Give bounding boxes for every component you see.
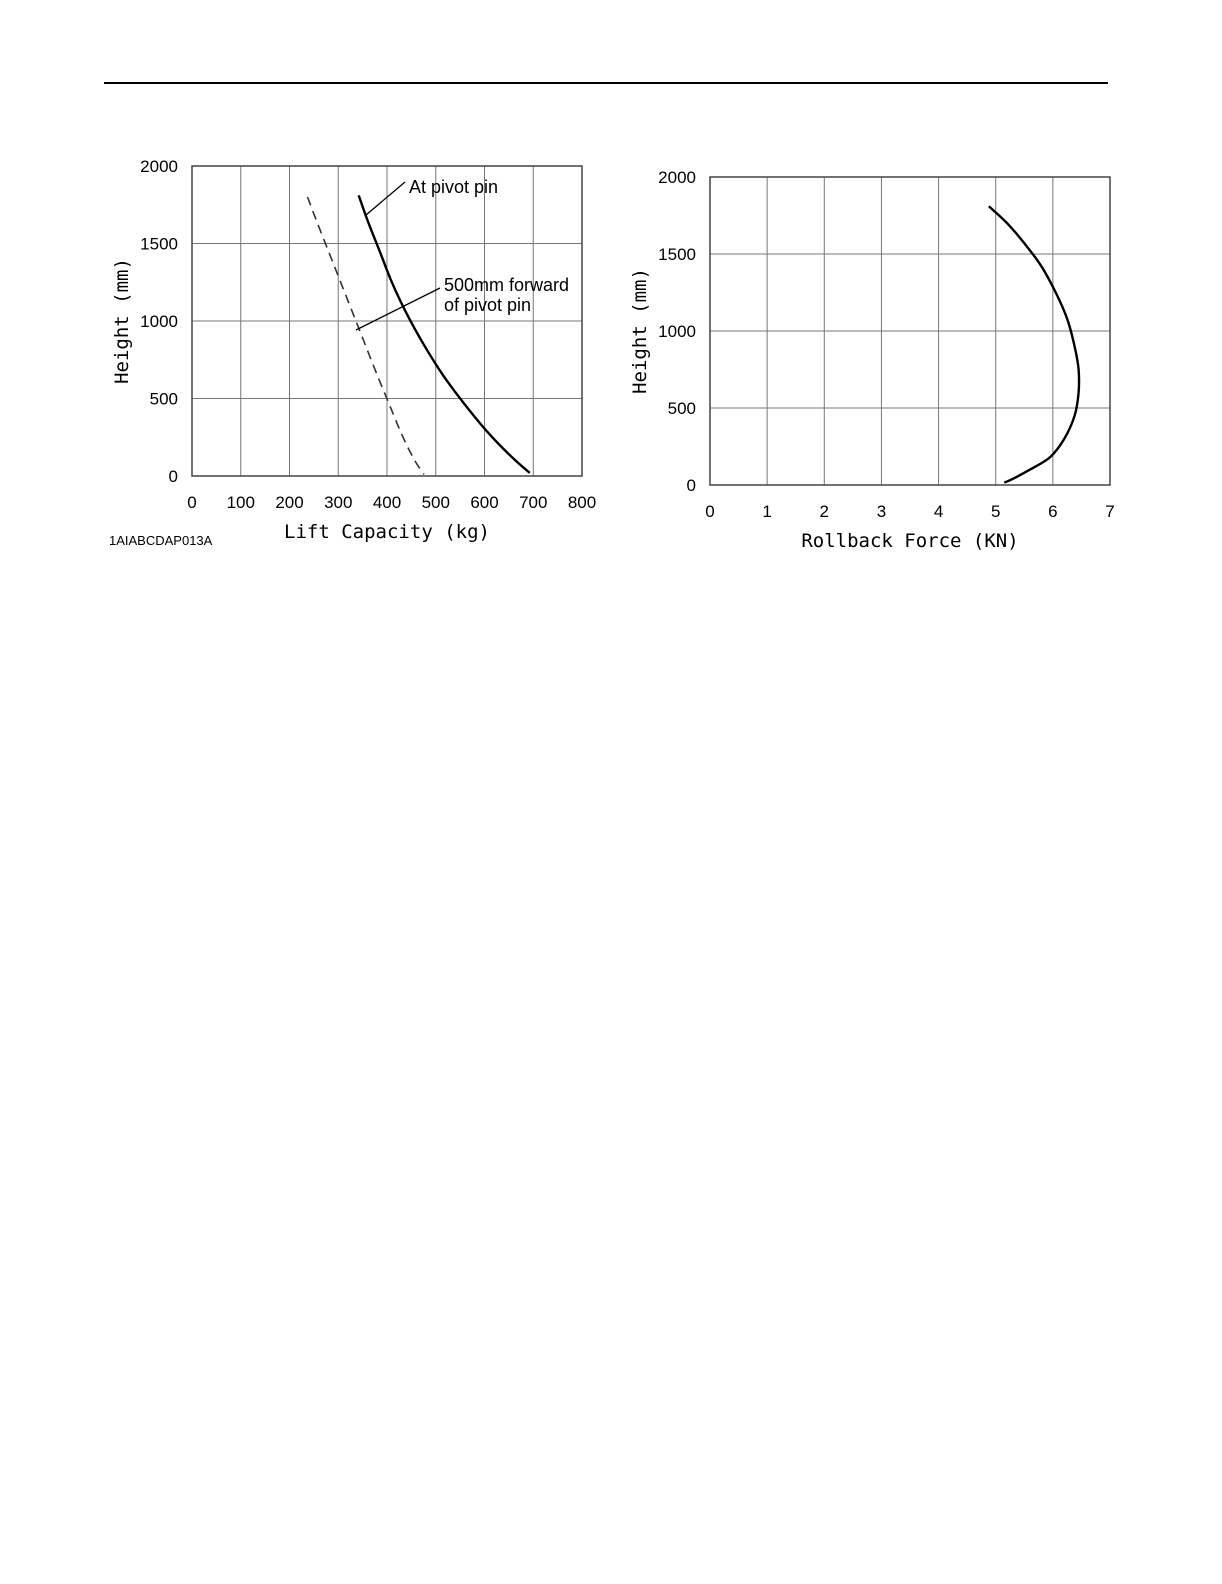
x-tick-label: 200 <box>275 493 304 512</box>
y-tick-label: 2000 <box>658 168 696 187</box>
series-line-primary <box>989 206 1079 482</box>
x-tick-label: 100 <box>226 493 255 512</box>
annotation-label: 500mm forward <box>444 275 570 295</box>
x-tick-label: 1 <box>762 502 772 521</box>
x-tick-label: 0 <box>705 502 715 521</box>
x-tick-label: 600 <box>470 493 499 512</box>
x-tick-label: 6 <box>1048 502 1058 521</box>
x-tick-label: 800 <box>567 493 597 512</box>
annotation-leader-line <box>366 182 405 215</box>
y-tick-label: 0 <box>168 467 178 486</box>
x-tick-label: 700 <box>519 493 548 512</box>
x-tick-label: 400 <box>372 493 402 512</box>
y-tick-label: 1000 <box>658 322 696 341</box>
x-axis-title: Rollback Force (KN) <box>801 530 1019 552</box>
x-tick-label: 0 <box>187 493 197 512</box>
series-line-secondary <box>308 197 425 474</box>
y-tick-label: 500 <box>149 389 178 409</box>
annotation-label: At pivot pin <box>409 177 499 197</box>
x-tick-label: 300 <box>324 493 353 512</box>
y-tick-label: 0 <box>686 476 696 495</box>
y-axis-title: Height (mm) <box>111 258 133 384</box>
rollback-force-chart <box>629 168 1115 552</box>
y-tick-label: 1500 <box>140 234 178 254</box>
figure-code: 1AIABCDAP013A <box>109 533 213 548</box>
x-tick-label: 3 <box>876 502 887 521</box>
annotation-label: of pivot pin <box>444 295 532 315</box>
lift-capacity-chart <box>111 157 596 543</box>
x-axis-title: Lift Capacity (kg) <box>284 521 490 543</box>
y-tick-label: 2000 <box>140 157 178 176</box>
charts-figure <box>0 0 1222 620</box>
x-tick-label: 4 <box>933 502 944 521</box>
y-axis-title: Height (mm) <box>629 268 651 394</box>
y-tick-label: 1000 <box>140 312 178 331</box>
x-tick-label: 2 <box>819 502 830 521</box>
x-tick-label: 7 <box>1105 502 1115 521</box>
y-tick-label: 500 <box>667 399 696 418</box>
x-tick-label: 500 <box>421 493 450 512</box>
y-tick-label: 1500 <box>658 245 696 264</box>
series-line-primary <box>359 195 530 473</box>
x-tick-label: 5 <box>990 502 1001 521</box>
